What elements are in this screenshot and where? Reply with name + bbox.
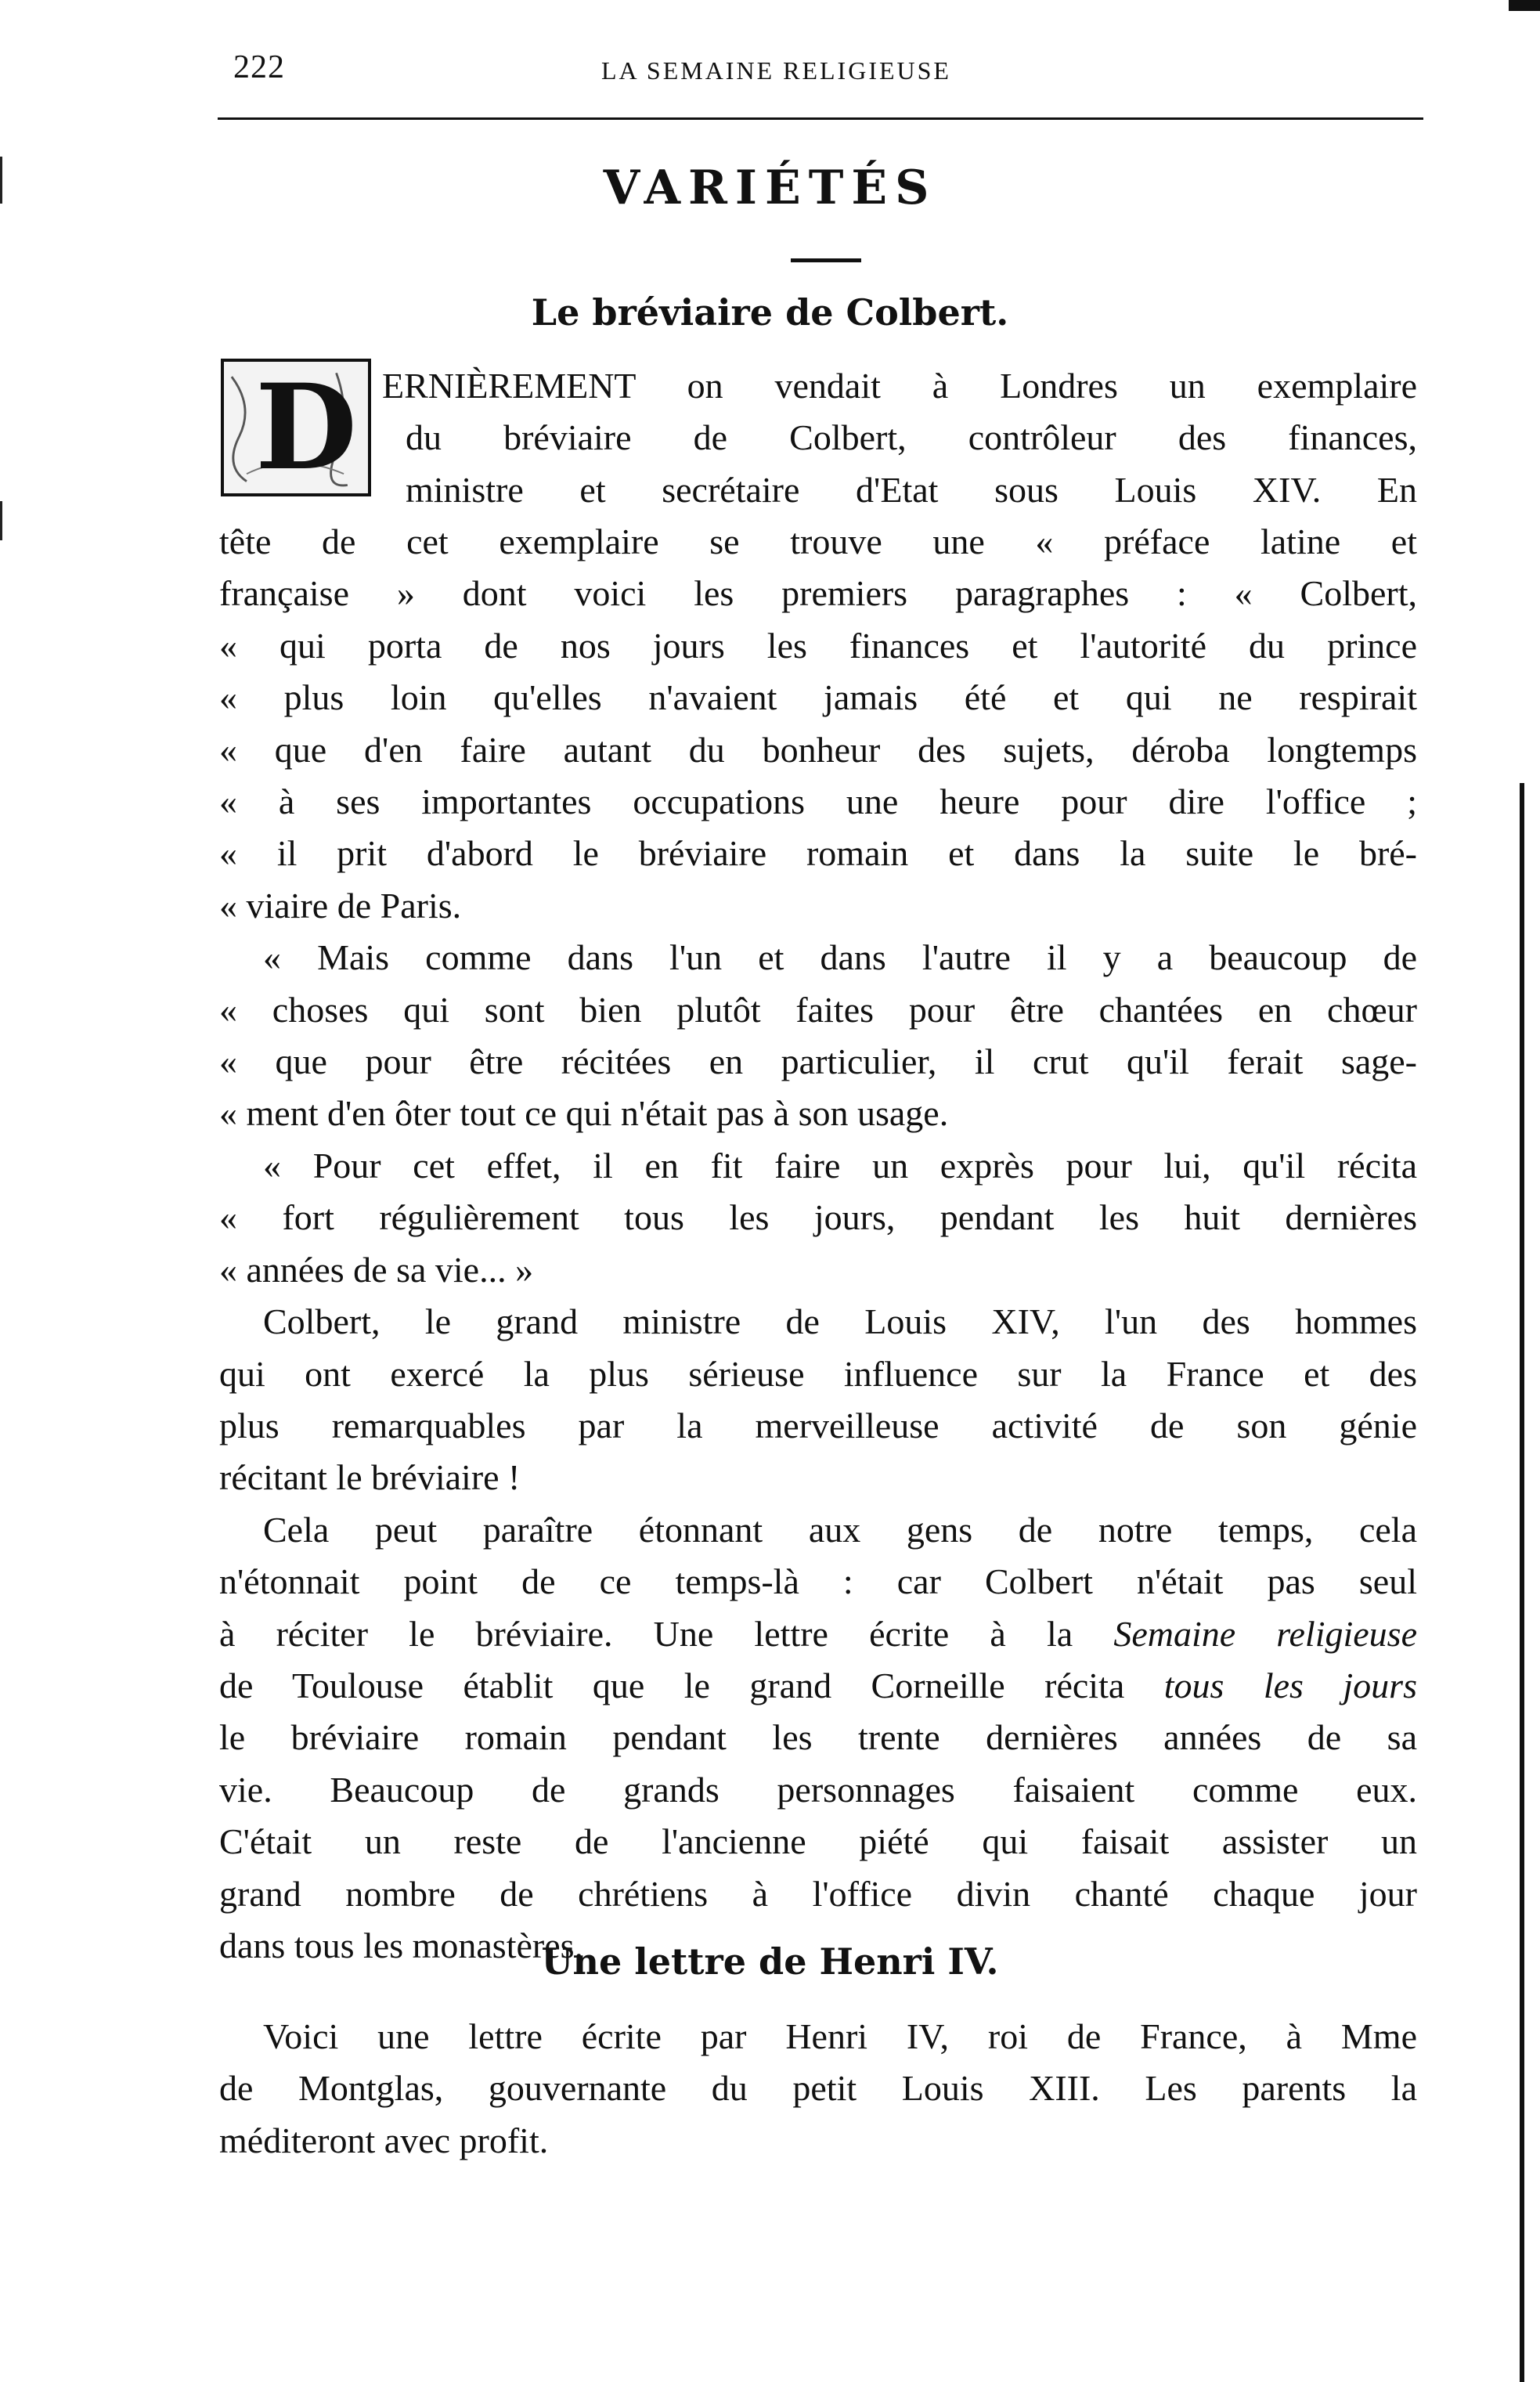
header-rule xyxy=(218,117,1423,120)
text-line: française » dont voici les premiers paragraphes : « Colbert, xyxy=(219,573,1417,614)
text-run: à réciter le bréviaire. Une lettre écrite à la xyxy=(219,1613,1114,1654)
text-line: n'étonnait point de ce temps-là : car Colbert n'était pas seul xyxy=(219,1561,1417,1602)
paragraph xyxy=(219,516,1417,932)
text-line: Cela peut paraître étonnant aux gens de notre temps, cela xyxy=(263,1509,1417,1550)
text-run: de Toulouse établit que le grand Corneille récita xyxy=(219,1665,1164,1705)
text-line: de Montglas, gouvernante du petit Louis XIII. Les parents la xyxy=(219,2068,1417,2109)
paragraph xyxy=(219,1140,1417,1296)
text-line: « viaire de Paris. xyxy=(219,885,462,926)
page-margin-rule xyxy=(1520,783,1524,2382)
text-line: « plus loin qu'elles n'avaient jamais été et qui ne respirait xyxy=(219,677,1417,718)
text-line: vie. Beaucoup de grands personnages faisaient comme eux. xyxy=(219,1769,1417,1810)
text-line: méditeront avec profit. xyxy=(219,2120,549,2160)
text-line: « choses qui sont bien plutôt faites pour être chantées en chœur xyxy=(219,989,1417,1030)
text-line: qui ont exercé la plus sérieuse influence sur la France et des xyxy=(219,1353,1417,1394)
text-line xyxy=(219,1660,1417,1712)
dropcap-letter: D xyxy=(255,359,358,496)
text-line xyxy=(219,1608,1417,1660)
italic-run: Semaine religieuse xyxy=(1113,1613,1417,1654)
text-line: « qui porta de nos jours les finances et l'autorité du prince xyxy=(219,625,1417,666)
text-line: récitant le bréviaire ! xyxy=(219,1457,521,1498)
paragraph xyxy=(219,1296,1417,1504)
text-line: du bréviaire de Colbert, contrôleur des finances, xyxy=(406,417,1417,458)
scan-edge-mark xyxy=(0,501,2,540)
text-line: Colbert, le grand ministre de Louis XIV, l'un des hommes xyxy=(263,1301,1417,1342)
page-edge-mark xyxy=(1509,0,1540,11)
article-title: Le bréviaire de Colbert. xyxy=(531,291,1009,334)
italic-run: tous les jours xyxy=(1163,1665,1417,1705)
running-head: LA SEMAINE RELIGIEUSE xyxy=(601,56,951,85)
section-title: VARIÉTÉS xyxy=(603,161,937,215)
text-line: le bréviaire romain pendant les trente dernières années de sa xyxy=(219,1717,1417,1758)
paragraph xyxy=(219,1504,1417,1972)
text-line: « années de sa vie... » xyxy=(219,1249,534,1290)
text-line: grand nombre de chrétiens à l'office divin chanté chaque jour xyxy=(219,1873,1417,1914)
running-header xyxy=(233,49,1423,96)
text-line: ERNIÈREMENT on vendait à Londres un exemplaire xyxy=(382,366,1417,406)
article-body xyxy=(219,516,1417,1972)
text-line: « fort régulièrement tous les jours, pendant les huit dernières xyxy=(219,1197,1417,1238)
text-line: « Mais comme dans l'un et dans l'autre il y a beaucoup de xyxy=(263,937,1417,978)
paragraph xyxy=(219,932,1417,1140)
text-line: ministre et secrétaire d'Etat sous Louis XIV. En xyxy=(406,469,1417,510)
text-line: C'était un reste de l'ancienne piété qui faisait assister un xyxy=(219,1821,1417,1862)
text-line: « que pour être récitées en particulier, il crut qu'il ferait sage- xyxy=(219,1041,1417,1082)
text-line: « Pour cet effet, il en fit faire un exprès pour lui, qu'il récita xyxy=(263,1145,1417,1186)
text-line: « à ses importantes occupations une heure pour dire l'office ; xyxy=(219,781,1417,822)
text-line: Voici une lettre écrite par Henri IV, roi de France, à Mme xyxy=(263,2016,1417,2056)
opening-lines xyxy=(382,360,1417,516)
text-line: plus remarquables par la merveilleuse activité de son génie xyxy=(219,1405,1417,1445)
article-body xyxy=(219,2011,1417,2167)
dropcap-ornament xyxy=(221,359,371,496)
article-title: Une lettre de Henri IV. xyxy=(541,1940,999,1983)
page-number: 222 xyxy=(233,49,285,85)
title-dash xyxy=(791,258,861,262)
text-line: « il prit d'abord le bréviaire romain et dans la suite le bré- xyxy=(219,833,1417,874)
text-line: « ment d'en ôter tout ce qui n'était pas à son usage. xyxy=(219,1093,949,1134)
text-line: tête de cet exemplaire se trouve une « préface latine et xyxy=(219,522,1417,561)
text-line: « que d'en faire autant du bonheur des sujets, déroba longtemps xyxy=(219,729,1417,770)
text-line: dans tous les monastères. xyxy=(219,1925,584,1965)
